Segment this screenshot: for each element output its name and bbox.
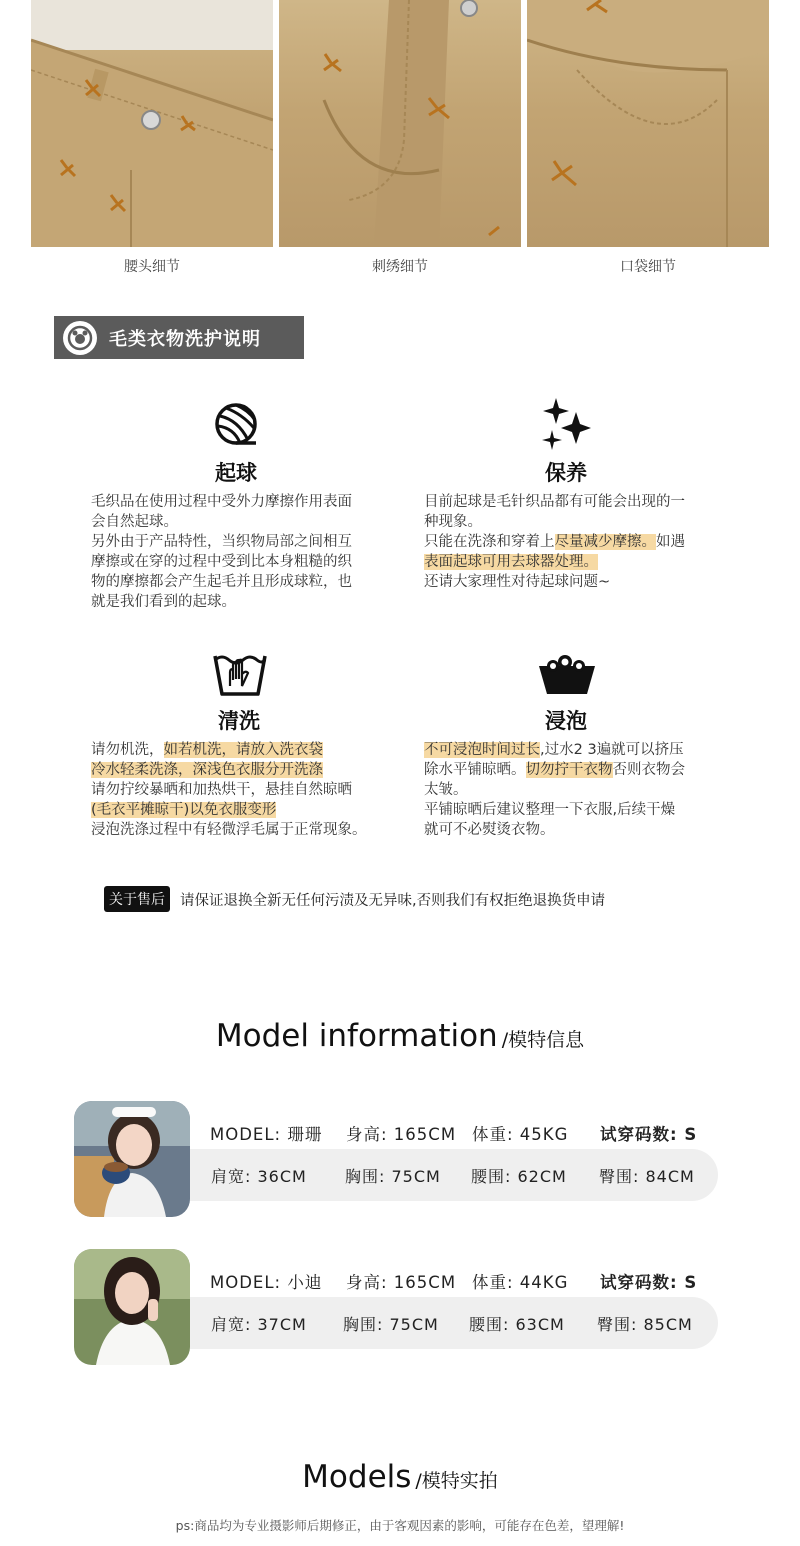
model-info-heading [0, 1018, 800, 1054]
model-chest: 胸围: 75CM [345, 1166, 441, 1186]
model-measurements-row [188, 1297, 718, 1349]
models-photos-title-cn: /模特实拍 [415, 1470, 498, 1492]
text-segment: 平铺晾晒后建议整理一下衣服,后续干燥 [424, 802, 676, 818]
care-text-line [91, 512, 352, 532]
care-section-banner [54, 316, 304, 359]
model-name: MODEL: 珊珊 [210, 1125, 323, 1144]
model-avatar [74, 1249, 190, 1365]
text-segment: 摩擦或在穿的过程中受到比本身粗糙的织 [91, 554, 352, 570]
model-card-1 [74, 1101, 718, 1217]
model-height: 身高: 165CM [346, 1125, 457, 1144]
care-text-line [91, 780, 367, 800]
pocket-detail-photo [527, 0, 769, 247]
model-weight: 体重: 45KG [472, 1125, 569, 1144]
model-waist: 腰围: 63CM [469, 1314, 565, 1334]
care-text-line [91, 760, 367, 780]
highlighted-text: 冷水轻柔洗涤，深浅色衣服分开洗涤 [91, 762, 323, 778]
care-text-line [91, 820, 367, 840]
care-text-line [91, 492, 352, 512]
care-section-title: 毛类衣物洗护说明 [109, 328, 261, 350]
highlighted-text: (毛衣平摊晾干)以免衣服变形 [91, 802, 277, 818]
highlighted-text: 如若机洗，请放入洗衣袋 [163, 742, 323, 758]
care-text-line [91, 592, 352, 612]
model-size: 试穿码数: S [600, 1125, 698, 1144]
after-sales-text: 请保证退换全新无任何污渍及无异味,否则我们有权拒绝退换货申请 [180, 892, 606, 909]
care-text-line [424, 552, 685, 572]
sparkle-icon [540, 398, 592, 452]
model-measurements-row [188, 1149, 718, 1201]
waistband-detail-photo [31, 0, 273, 247]
model-waist: 腰围: 62CM [471, 1166, 567, 1186]
care-text-line [424, 740, 685, 760]
care-text-line [424, 532, 685, 552]
model-hip: 臀围: 85CM [597, 1314, 693, 1334]
model-weight: 体重: 44KG [472, 1273, 569, 1292]
after-sales-tag: 关于售后 [104, 886, 170, 912]
text-segment: 除水平铺晾晒。 [424, 762, 526, 778]
text-segment: 会自然起球。 [91, 514, 178, 530]
text-segment: 太皱。 [424, 782, 468, 798]
care-text-line [91, 572, 352, 592]
care-heading: 保养 [545, 461, 587, 485]
text-segment: 就是我们看到的起球。 [91, 594, 236, 610]
care-text-line [424, 572, 685, 592]
text-segment: 只能在洗涤和穿着上 [424, 534, 555, 550]
care-text-line [424, 512, 685, 532]
model-basic-row [210, 1121, 697, 1145]
text-segment: 物的摩擦都会产生起毛并且形成球粒，也 [91, 574, 352, 590]
model-name: MODEL: 小迪 [210, 1273, 323, 1292]
washing-heading: 清洗 [218, 709, 260, 733]
hand-wash-icon [212, 650, 268, 698]
model-size: 试穿码数: S [600, 1273, 698, 1292]
soaking-heading: 浸泡 [545, 709, 587, 733]
washing-text [91, 740, 367, 840]
color-disclaimer: ps:商品均为专业摄影师后期修正，由于客观因素的影响，可能存在色差，望理解! [175, 1518, 625, 1533]
text-segment: 如遇 [656, 534, 685, 550]
models-photos-title-en: Models [302, 1459, 412, 1495]
text-segment: 请勿拧绞暴晒和加热烘干，悬挂自然晾晒 [91, 782, 352, 798]
pilling-text [91, 492, 352, 612]
care-text-line [424, 800, 685, 820]
highlighted-text: 切勿拧干衣物 [525, 762, 613, 778]
yarn-ball-icon [212, 402, 260, 450]
model-info-title-en: Model information [215, 1018, 498, 1054]
care-text-line [91, 800, 367, 820]
care-text-line [424, 492, 685, 512]
text-segment: 否则衣物会 [612, 762, 685, 778]
model-avatar [74, 1101, 190, 1217]
pocket-caption: 口袋细节 [620, 259, 676, 275]
models-photos-heading [0, 1459, 800, 1495]
care-text-line [91, 740, 367, 760]
text-segment: 目前起球是毛针织品都有可能会出现的一 [424, 494, 685, 510]
care-text-line [424, 780, 685, 800]
text-segment: 请勿机洗， [91, 742, 164, 758]
care-text-line [91, 532, 352, 552]
soak-basin-icon [537, 654, 597, 696]
care-text [424, 492, 685, 592]
model-basic-row [210, 1269, 697, 1293]
model-hip: 臀围: 84CM [599, 1166, 695, 1186]
care-text-line [424, 820, 685, 840]
embroidery-detail-photo [279, 0, 521, 247]
care-text-line [424, 760, 685, 780]
model-shoulder: 肩宽: 37CM [211, 1314, 307, 1334]
sheep-icon [63, 321, 97, 355]
highlighted-text: 表面起球可用去球器处理。 [424, 554, 598, 570]
text-segment: 种现象。 [424, 514, 482, 530]
text-segment: 就可不必熨烫衣物。 [424, 822, 555, 838]
highlighted-text: 尽量减少摩擦。 [554, 534, 656, 550]
text-segment: 另外由于产品特性，当织物局部之间相互 [91, 534, 352, 550]
pilling-heading: 起球 [215, 461, 257, 485]
text-segment: 浸泡洗涤过程中有轻微浮毛属于正常现象。 [91, 822, 367, 838]
model-height: 身高: 165CM [346, 1273, 457, 1292]
text-segment: ,过水2 3遍就可以挤压 [540, 742, 684, 758]
text-segment: 毛织品在使用过程中受外力摩擦作用表面 [91, 494, 352, 510]
model-info-title-cn: /模特信息 [501, 1029, 585, 1051]
after-sales-notice [104, 886, 605, 912]
model-shoulder: 肩宽: 36CM [211, 1166, 307, 1186]
model-chest: 胸围: 75CM [343, 1314, 439, 1334]
highlighted-text: 不可浸泡时间过长 [424, 742, 540, 758]
model-card-2 [74, 1249, 718, 1365]
embroidery-caption: 刺绣细节 [372, 259, 428, 275]
care-text-line [91, 552, 352, 572]
waistband-caption: 腰头细节 [124, 259, 180, 275]
text-segment: 还请大家理性对待起球问题~ [424, 574, 611, 590]
soaking-text [424, 740, 685, 840]
